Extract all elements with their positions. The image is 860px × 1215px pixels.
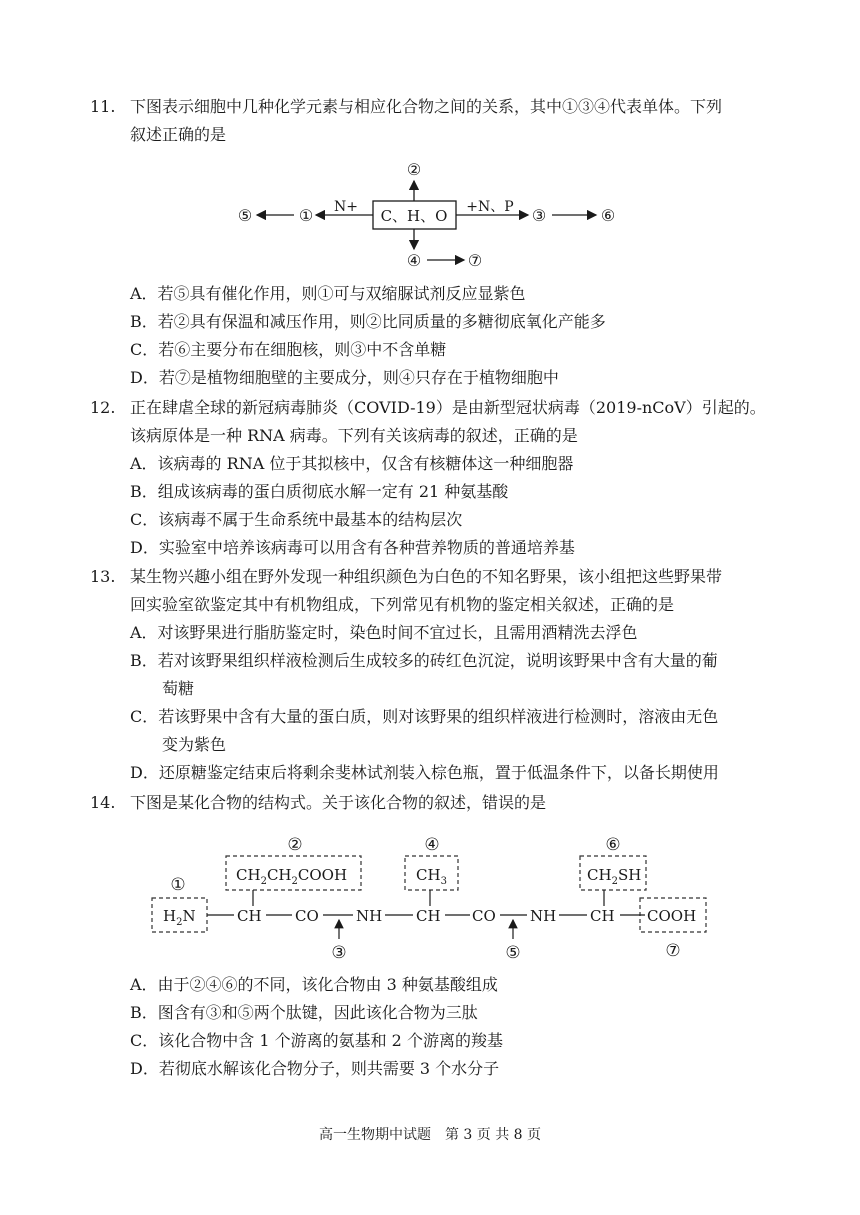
ch-1: CH — [237, 907, 262, 925]
nh-1: NH — [356, 907, 383, 925]
amino-group: $H_2N$ — [163, 907, 196, 928]
r-group-3: $CH_2SH$ — [587, 866, 642, 887]
q12-number: 12. — [90, 398, 116, 417]
r-group-2: $CH_3$ — [416, 866, 447, 887]
circle-5: ⑤ — [237, 206, 253, 225]
circle-3: ③ — [531, 206, 547, 225]
co-2: CO — [472, 907, 496, 925]
q13-option-c-line2[interactable]: 变为紫色 — [162, 735, 227, 754]
ch-3: CH — [590, 907, 615, 925]
nh-2: NH — [530, 907, 557, 925]
circle-7: ⑦ — [467, 251, 483, 270]
label-n-p: +N、P — [466, 199, 514, 215]
label-5: ⑤ — [505, 943, 521, 963]
q11-option-d[interactable]: D．若⑦是植物细胞壁的主要成分，则④只存在于植物细胞中 — [130, 368, 559, 387]
carboxyl-group: COOH — [647, 907, 697, 925]
r-group-1: $CH_2CH_2COOH$ — [236, 866, 348, 887]
q11-diagram — [0, 155, 860, 275]
q13-option-b-line1[interactable]: B．若对该野果组织样液检测后生成较多的砖红色沉淀，说明该野果中含有大量的葡 — [130, 651, 718, 670]
q12-stem-line2: 该病原体是一种 RNA 病毒。下列有关该病毒的叙述，正确的是 — [130, 426, 578, 445]
q12-option-d[interactable]: D．实验室中培养该病毒可以用含有各种营养物质的普通培养基 — [130, 538, 575, 557]
q13-option-a[interactable]: A．对该野果进行脂肪鉴定时，染色时间不宜过长，且需用酒精洗去浮色 — [130, 623, 638, 642]
q12-option-c[interactable]: C．该病毒不属于生命系统中最基本的结构层次 — [130, 510, 463, 529]
q13-number: 13. — [90, 567, 116, 586]
label-n-plus: N+ — [334, 199, 358, 215]
circle-4: ④ — [406, 251, 422, 270]
q14-option-b[interactable]: B．图含有③和⑤两个肽键，因此该化合物为三肽 — [130, 1003, 478, 1022]
q12-option-b[interactable]: B．组成该病毒的蛋白质彻底水解一定有 21 种氨基酸 — [130, 482, 509, 501]
q11-number: 11. — [90, 97, 116, 116]
q11-option-a[interactable]: A．若⑤具有催化作用，则①可与双缩脲试剂反应显紫色 — [130, 284, 526, 303]
q11-option-b[interactable]: B．若②具有保温和减压作用，则②比同质量的多糖彻底氧化产能多 — [130, 312, 606, 331]
circle-1: ① — [298, 206, 314, 225]
q14-structural-formula — [0, 828, 860, 978]
q12-option-a[interactable]: A．该病毒的 RNA 位于其拟核中，仅含有核糖体这一种细胞器 — [130, 454, 574, 473]
q13-option-c-line1[interactable]: C．若该野果中含有大量的蛋白质，则对该野果的组织样液进行检测时，溶液由无色 — [130, 707, 719, 726]
label-3: ③ — [331, 943, 347, 963]
q14-option-d[interactable]: D．若彻底水解该化合物分子，则共需要 3 个水分子 — [130, 1059, 500, 1078]
page-footer: 高一生物期中试题 第 3 页 共 8 页 — [318, 1127, 542, 1143]
label-7: ⑦ — [665, 941, 681, 961]
circle-6: ⑥ — [600, 206, 616, 225]
elements-box-label: C、H、O — [380, 207, 448, 225]
q13-stem-line2: 回实验室欲鉴定其中有机物组成，下列常见有机物的鉴定相关叙述，正确的是 — [130, 595, 675, 614]
q13-option-b-line2[interactable]: 萄糖 — [162, 679, 195, 698]
ch-2: CH — [416, 907, 441, 925]
q14-option-a[interactable]: A．由于②④⑥的不同，该化合物由 3 种氨基酸组成 — [130, 975, 498, 994]
label-1: ① — [170, 875, 186, 895]
label-6: ⑥ — [605, 835, 621, 855]
q14-number: 14. — [90, 793, 116, 812]
q13-option-d[interactable]: D．还原糖鉴定结束后将剩余斐林试剂装入棕色瓶，置于低温条件下，以备长期使用 — [130, 763, 719, 782]
q14-option-c[interactable]: C．该化合物中含 1 个游离的氨基和 2 个游离的羧基 — [130, 1031, 503, 1050]
circle-2: ② — [406, 160, 422, 179]
co-1: CO — [295, 907, 319, 925]
label-4: ④ — [424, 835, 440, 855]
q11-option-c[interactable]: C．若⑥主要分布在细胞核，则③中不含单糖 — [130, 340, 447, 359]
label-2: ② — [287, 835, 303, 855]
